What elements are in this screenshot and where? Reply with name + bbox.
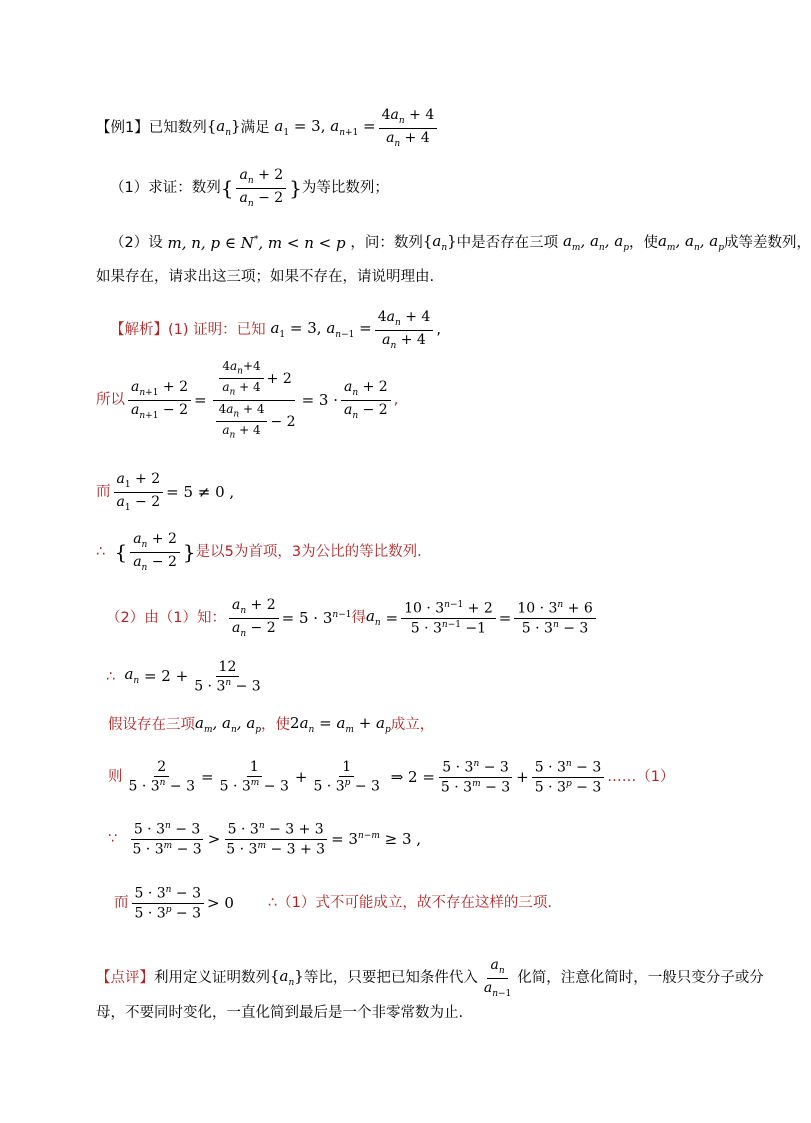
question-part-2-line-2: 如果存在，请求出这三项；如果不存在，请说明理由. <box>96 269 435 285</box>
assumption-line: 假设存在三项 $a_m$, $a_n$, $a_p$ ，使 $2a_n = a_m + a_p$ 成立， <box>108 714 435 735</box>
comment-line-1: 【点评】 利用定义证明数列 $\{a_n\}$ 等比，只要把已知条件代入 $\frac{a_n}{a_{n-1}}$ 化简，注意化简时，一般只变分子或分 <box>96 957 764 999</box>
sequence-an: $\{a_n\}$ <box>206 116 241 138</box>
comment-tag: 【点评】 <box>96 970 154 987</box>
ratio-fraction: $\frac{a_n + 2}{a_n - 2}$ <box>236 168 286 209</box>
solution-tag: 【解析】 <box>110 322 168 339</box>
then-line: 则 $\frac{2}{5 \cdot 3^n - 3}$ = $\frac{1}{5 \cdot 3^m - 3}$ + $\frac{1}{5 \cdot 3^p - 3}$ ⇒ 2 = $\frac{5 \cdot 3^n - 3}{5 \cdot 3^m - 3}$ + $\frac{5 \cdot 3^n - 3}{5 \cdot 3^p - 3}$ ……（1） <box>108 759 675 796</box>
condition-mnp: m, n, p ∈ N*, m < n < p <box>162 234 351 252</box>
initial-condition: $a_1 = 3$, $a_{n+1}$ = <box>274 116 376 138</box>
solution-and-line: 而 $\frac{a_1 + 2}{a_1 - 2}$ = 5 ≠ 0 , <box>96 471 235 513</box>
solution-so-line: 所以 $\frac{a_{n+1} + 2}{a_{n+1} - 2}$ = $\frac{4a_n+4}{a_n + 4}$ + 2 $\frac{4a_n + 4}{a_n + 4}$ − 2 = 3 · $\frac{a_n + 2}{a_n - 2}$ , <box>96 359 399 441</box>
recurrence-fraction: $\frac{4a_n + 4}{a_n + 4}$ <box>379 108 438 149</box>
an-formula-line: ∴ $a_n$ = 2 + $\frac{12}{5 \cdot 3^n - 3}$ <box>106 659 261 695</box>
solution-part-2: （2）由（1）知： $\frac{a_n + 2}{a_n - 2}$ = $5 \cdot 3^{n-1}$ 得 $a_n$ = $\frac{10 \cdot 3^{n-1} + 2}{5 \cdot 3^{n-1} -1}$ = $\frac{10 \cdot 3^n + 6}{5 \cdot 3^n - 3}$ <box>106 598 599 639</box>
because-line: ∵ $\frac{5 \cdot 3^n - 3}{5 \cdot 3^m - 3}$ > $\frac{5 \cdot 3^n - 3 + 3}{5 \cdot 3^m - 3 + 3}$ = $3^{n-m} \ge 3$ , <box>108 821 422 858</box>
example-line-1: 【例1】 已知数列 $\{a_n\}$ 满足 $a_1 = 3$, $a_{n+1}$ = $\frac{4a_n + 4}{a_n + 4}$ <box>96 108 440 149</box>
comment-line-2: 母，不要同时变化，一直化简到最后是一个非零常数为止. <box>96 1005 464 1021</box>
final-line: 而 $\frac{5 \cdot 3^n - 3}{5 \cdot 3^p - 3}$ > 0 ∴（1）式不可能成立，故不存在这样的三项. <box>114 885 552 922</box>
compound-fraction: $\frac{4a_n+4}{a_n + 4}$ + 2 $\frac{4a_n + 4}{a_n + 4}$ − 2 <box>210 360 299 441</box>
question-part-1: （1）求证：数列 { $\frac{a_n + 2}{a_n - 2}$ } 为等比数列； <box>110 167 389 209</box>
example-tag: 【例1】 <box>96 120 149 137</box>
question-part-2: （2）设 m, n, p ∈ N*, m < n < p ，问：数列 $\{a_n\}$ 中是否存在三项 $a_m$, $a_n$, $a_p$ ，使 $a_m$, $a_n$, $a_p$ 成等差数列， <box>110 232 811 253</box>
solution-conclusion: ∴ { $\frac{a_n + 2}{a_n - 2}$ } 是以 5 为首项， 3 为公比的等比数列. <box>96 531 422 573</box>
solution-line-1: 【解析】 (1) 证明：已知 $a_1 = 3$, $a_{n-1}$ = $\frac{4a_n + 4}{a_n + 4}$ , <box>110 309 441 351</box>
